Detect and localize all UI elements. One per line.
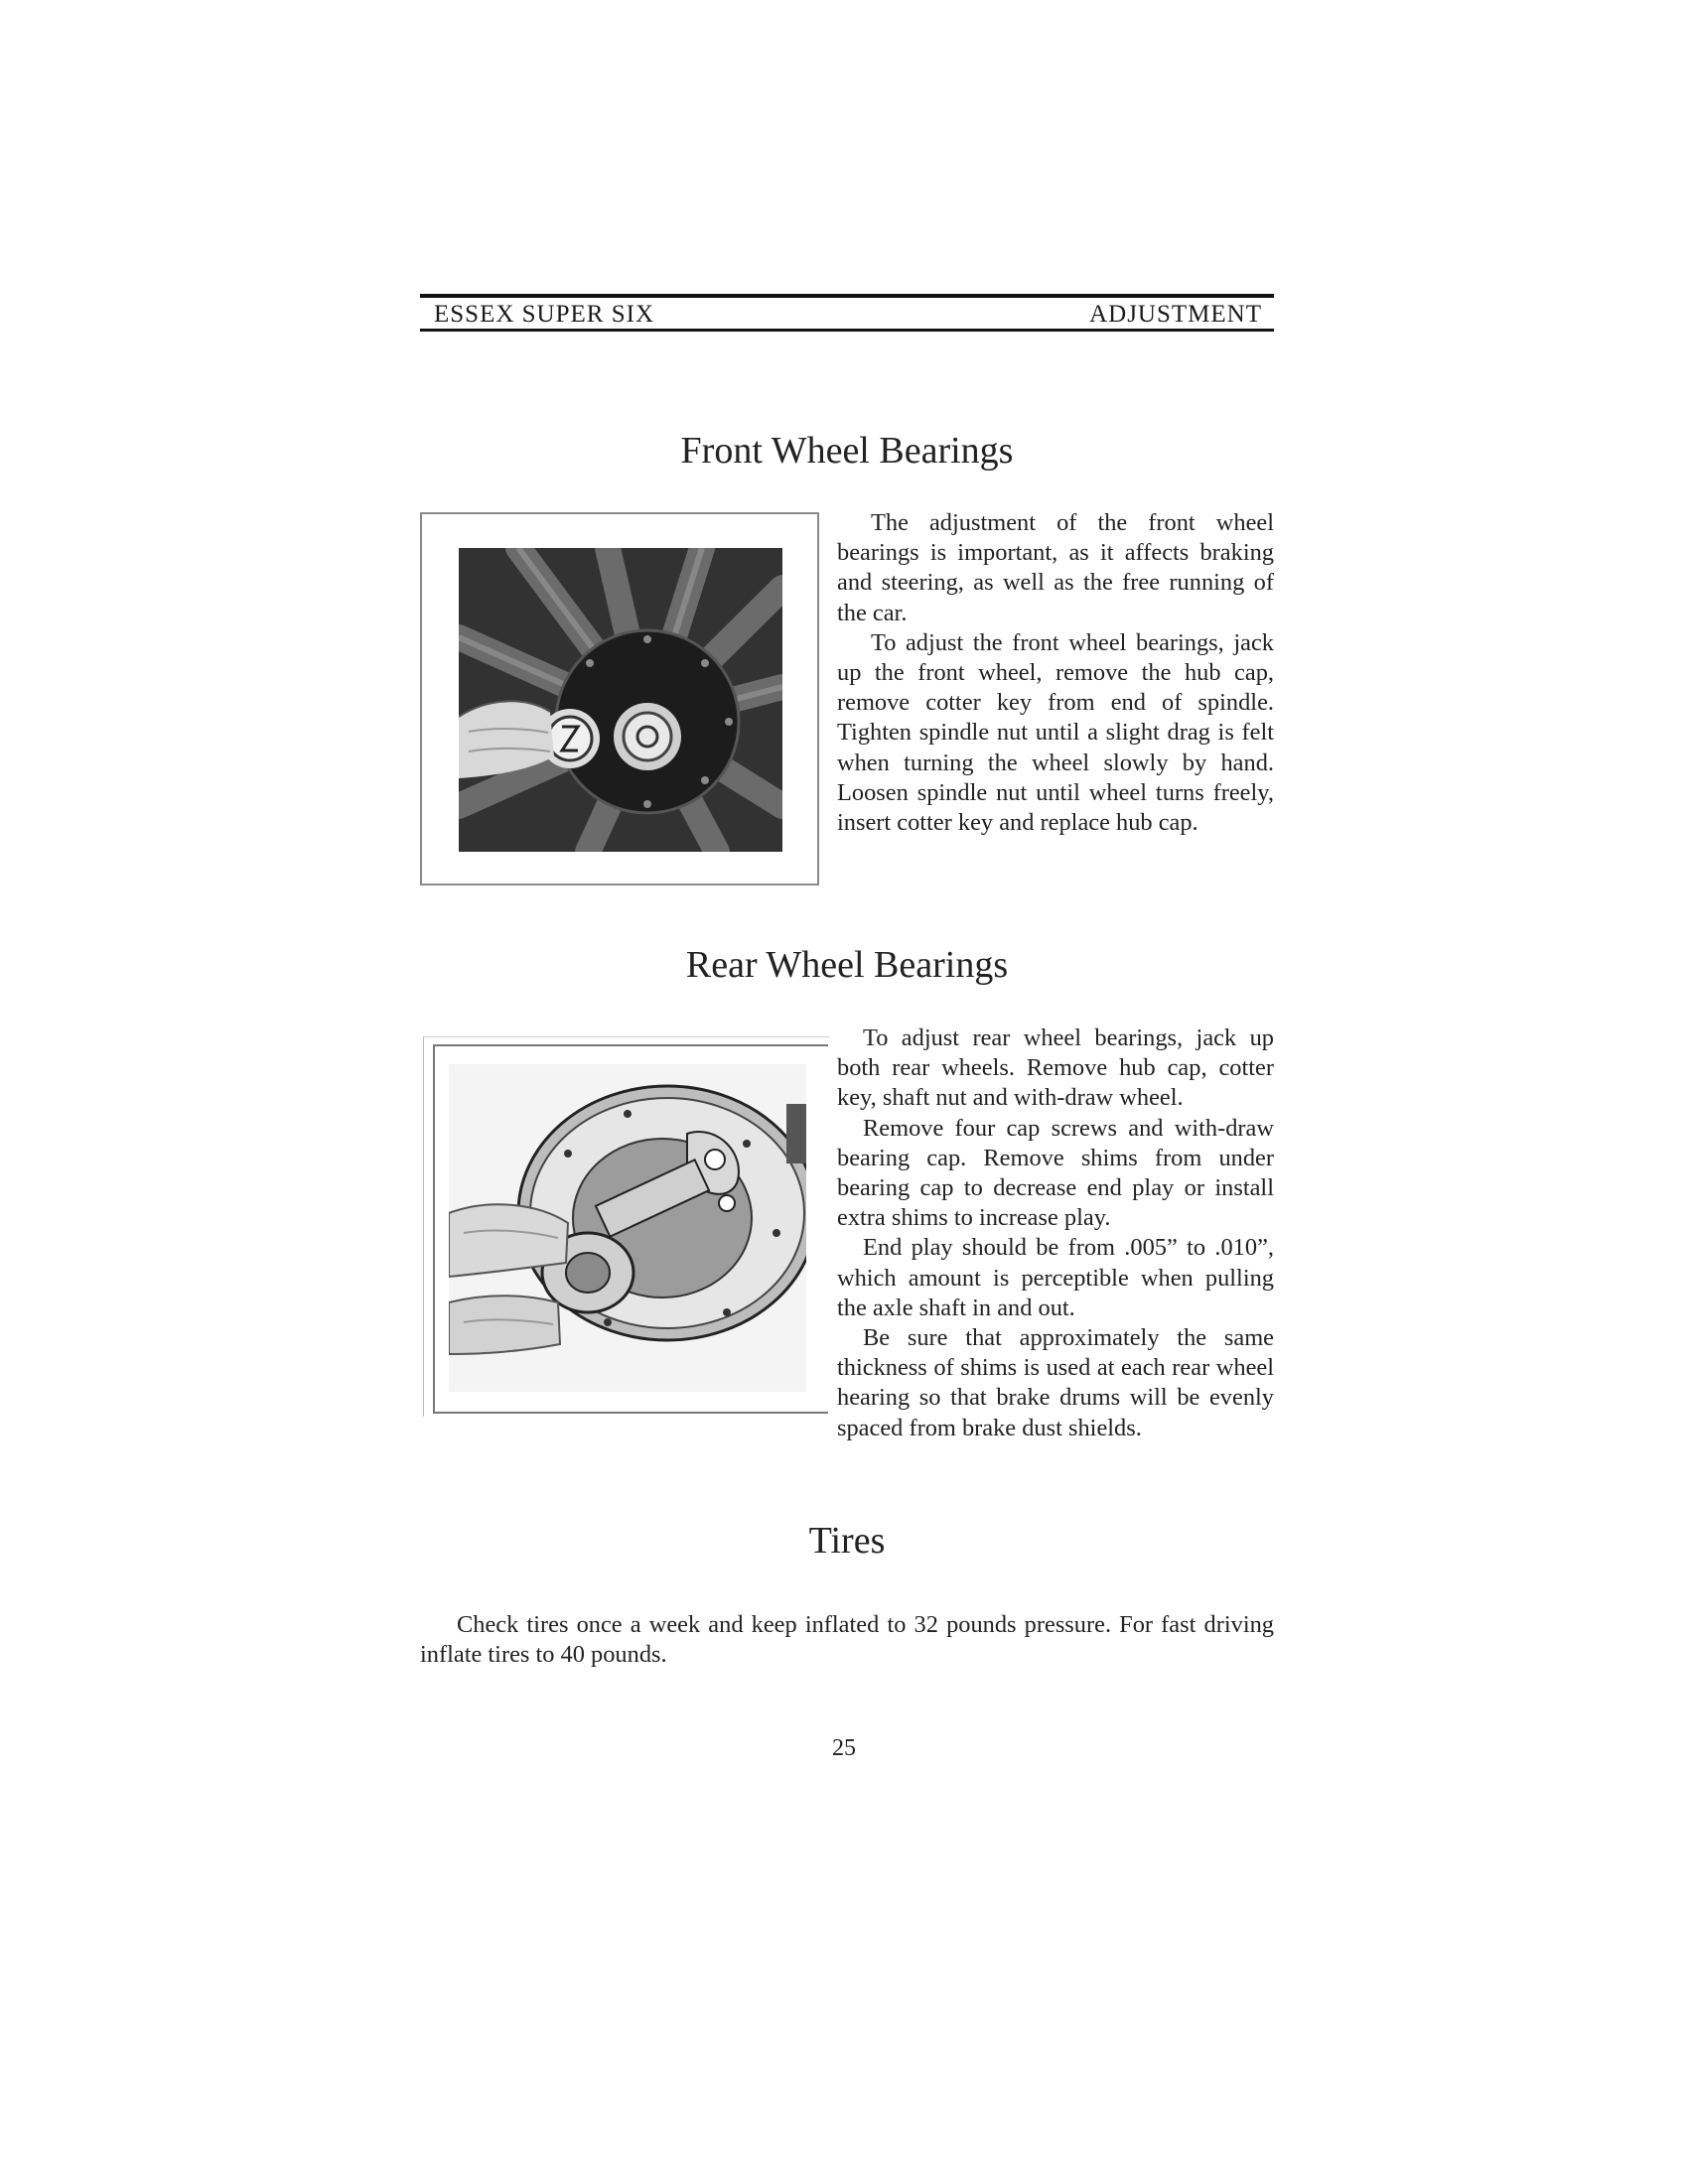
rear-wheel-text: [420, 1024, 1274, 1443]
front-wheel-illustration: [459, 548, 782, 852]
paragraph: To adjust the front wheel bearings, jack up the front wheel, remove the hub cap, remove cotter key from end of spindle. Tighten spindle nut until a slight drag is felt when turning the wheel slowly by hand. Loosen spindle nut until wheel turns freely, insert cotter key and replace hub cap.: [837, 628, 1274, 837]
paragraph: Remove four cap screws and with-draw bearing cap. Remove shims from under bearing cap to decrease end play or install extra shims to increase play.: [837, 1114, 1274, 1232]
figure-spacer: [420, 1024, 837, 1425]
paragraph: Be sure that approximately the same thickness of shims is used at each rear wheel hearing so that brake drums will be evenly spaced from brake dust shields.: [837, 1324, 1274, 1441]
paragraph: The adjustment of the front wheel bearings is important, as it affects braking and steering, as well as the free running of the car.: [837, 509, 1274, 626]
running-header: [420, 294, 1274, 332]
paragraph: To adjust rear wheel bearings, jack up both rear wheels. Remove hub cap, cotter key, shaft nut and with-draw wheel.: [837, 1024, 1274, 1112]
header-section: ADJUSTMENT: [1089, 301, 1262, 328]
page-number: 25: [832, 1735, 856, 1761]
front-wheel-hub-photo: [420, 512, 819, 886]
front-wheel-text: [837, 508, 1274, 838]
heading-front-wheel-bearings: Front Wheel Bearings: [680, 430, 1014, 472]
paragraph: End play should be from .005” to .010”, which amount is perceptible when pulling the axle shaft in and out.: [837, 1234, 1274, 1321]
heading-tires: Tires: [808, 1520, 886, 1562]
heading-rear-wheel-bearings: Rear Wheel Bearings: [685, 944, 1009, 986]
header-title: ESSEX SUPER SIX: [434, 301, 654, 328]
tires-text: Check tires once a week and keep inflated to 32 pounds pressure. For fast driving inflate tires to 40 pounds.: [420, 1611, 1274, 1669]
